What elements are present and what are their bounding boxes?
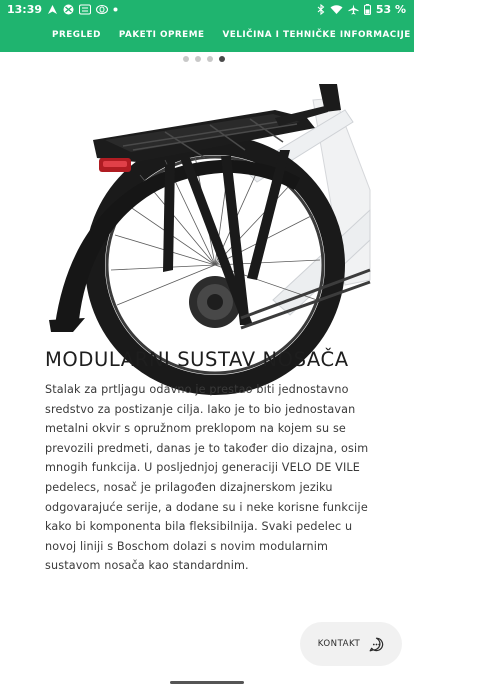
xbox-icon [63, 3, 74, 15]
contact-button[interactable] [300, 622, 402, 666]
status-bar-left [7, 3, 118, 16]
section-tabs [43, 18, 483, 52]
carousel-dot[interactable] [195, 56, 201, 62]
sim-card-icon [79, 3, 91, 15]
chat-icon [369, 637, 384, 652]
bluetooth-icon [317, 3, 325, 15]
tab-paketi-opreme[interactable]: PAKETI OPREME [118, 30, 205, 40]
app-notification-icon [96, 3, 108, 15]
section-tab-bar [0, 18, 475, 52]
carousel-dot[interactable] [219, 56, 225, 62]
android-auto-icon [47, 3, 58, 15]
home-gesture-bar[interactable] [170, 681, 244, 684]
carousel-image[interactable] [45, 70, 370, 335]
battery-icon [364, 3, 371, 15]
carousel-dot[interactable] [207, 56, 213, 62]
carousel-pagination [183, 56, 225, 62]
tab-pregled[interactable]: PREGLED [52, 30, 101, 40]
section-title: MODULARNI SUSTAV NOSAČA [45, 348, 349, 371]
status-bar [0, 0, 414, 18]
status-time: 13:39 [7, 2, 43, 16]
tab-oprema[interactable]: OPREMA [428, 30, 475, 40]
tab-velicina-i-tehnicke-informacije[interactable]: VELIČINA I TEHNIČKE INFORMACIJE [222, 30, 411, 40]
dot-icon [113, 3, 118, 15]
battery-level: 53 % [375, 2, 406, 16]
section-body-text: Stalak za prtljagu odavno je prestao biti jednostavno sredstvo za postizanje cilja. Iako je to bio jednostavan metalni okvir s opružnom preklopom na kojem su se prevozili predmeti, danas je to također dio dizajna, osim mnogih funkcija. U posljednjoj generaciji VELO DE VILE pedelecs, nosač je prilagođen dizajnerskom jeziku odgovarajuće serije, a dodane su i neke korisne funkcije kako bi komponenta bila fleksibilnija. Svaki pedelec u novoj liniji s Boschom dolazi s novim modularnim sustavom nosača kao standardnim. [45, 383, 369, 573]
carousel-dot[interactable] [183, 56, 189, 62]
contact-button-label: KONTAKT [317, 639, 361, 649]
status-bar-right [317, 3, 406, 16]
wifi-icon [330, 3, 343, 15]
bike-rear-carrier-image [45, 70, 370, 335]
airplane-mode-icon [348, 3, 359, 15]
